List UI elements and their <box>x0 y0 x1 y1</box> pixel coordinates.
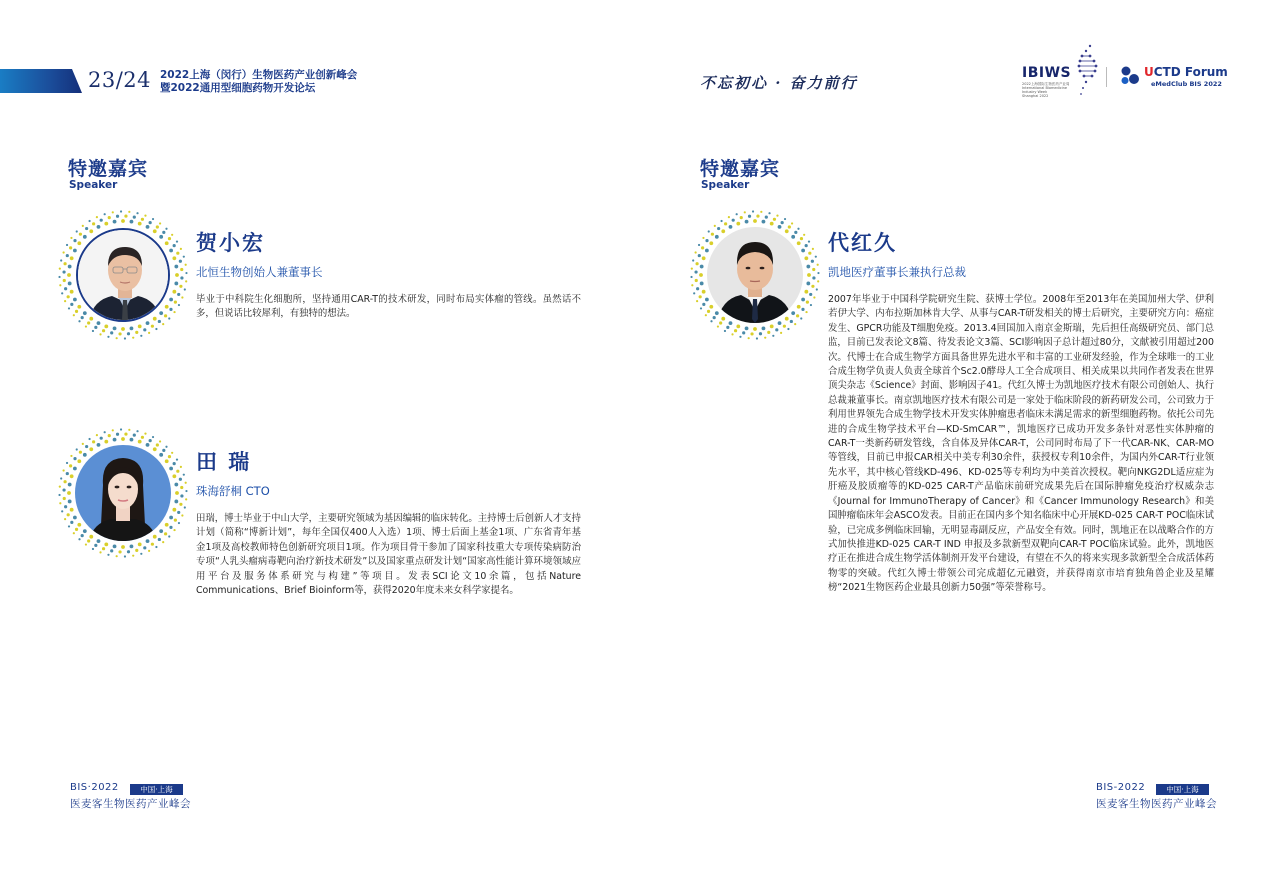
footer-brand <box>1096 782 1236 812</box>
speaker-role: 珠海舒桐 CTO <box>196 484 270 498</box>
footer-summit-name: 医麦客生物医药产业峰会 <box>70 798 191 810</box>
speaker-bio: 田瑞，博士毕业于中山大学，主要研究领域为基因编辑的临床转化。主持博士后创新人才支持计划（简称“博新计划”，每年全国仅400人入选）1项、博士后面上基金1项、广东省青年基金1项及高校教师特色创新研究项目1项。作为项目骨干参加了国家科技重大专项传染病防治专项“人乳头瘤病毒靶向治疗新技术研发”以及国家重点研发计划“国家高性能计算环境领域应用平台及服务体系研究与构建”等项目。发表SCI论文10余篇，包括Nature Communications、Brief Bioinform等，获得2020年度未来女科学家提名。 <box>196 513 581 597</box>
dna-helix-icon <box>1076 44 1102 96</box>
section-title-cn: 特邀嘉宾 <box>700 158 781 180</box>
event-title <box>160 69 357 95</box>
speaker-name: 代红久 <box>828 231 897 255</box>
speaker-avatar <box>58 428 188 558</box>
uctd-dots-icon <box>1120 66 1142 86</box>
page-number: 23/24 <box>88 68 152 92</box>
speaker-photo <box>75 445 171 541</box>
footer-bis: BIS-2022 <box>1096 782 1146 793</box>
speaker-role: 北恒生物创始人兼董事长 <box>196 265 323 279</box>
ibiws-logo-subtitle: 2022上海国际生物医药产业周 International Biomedicine Industry Week Shanghai 2022 <box>1022 82 1070 98</box>
person-portrait-icon <box>75 445 171 541</box>
footer-location-badge: 中国·上海 <box>1156 784 1209 795</box>
person-portrait-icon <box>707 227 803 323</box>
speaker-avatar <box>58 210 188 340</box>
uctd-title: UCTD Forum <box>1144 65 1228 79</box>
speaker-photo <box>76 228 170 322</box>
section-title-en: Speaker <box>69 179 118 191</box>
footer-bis: BIS·2022 <box>70 782 119 793</box>
speaker-name: 贺小宏 <box>196 231 265 255</box>
person-portrait-icon <box>78 230 170 322</box>
logo-divider <box>1106 67 1107 87</box>
speaker-name: 田 瑞 <box>196 450 252 474</box>
speaker-photo <box>707 227 803 323</box>
ibiws-logo <box>1018 44 1113 96</box>
event-title-line1: 2022上海（闵行）生物医药产业创新峰会 <box>160 69 358 81</box>
section-title-cn: 特邀嘉宾 <box>68 158 149 180</box>
speaker-avatar <box>690 210 820 340</box>
footer-summit-name: 医麦客生物医药产业峰会 <box>1096 798 1217 810</box>
uctd-forum-logo <box>1120 64 1228 88</box>
slogan: 不忘初心 · 奋力前行 <box>700 74 858 92</box>
section-title-en: Speaker <box>701 179 750 191</box>
header-accent-bar <box>0 69 82 93</box>
event-title-line2: 暨2022通用型细胞药物开发论坛 <box>160 82 316 94</box>
uctd-subtitle: eMedClub BIS 2022 <box>1151 80 1222 88</box>
speaker-role: 凯地医疗董事长兼执行总裁 <box>828 265 966 279</box>
speaker-bio: 2007年毕业于中国科学院研究生院、获博士学位。2008年至2013年在美国加州大学、伊利若伊大学、内布拉斯加林肯大学、从事与CAR-T研发相关的博士后研究，主要研究方向：癌症发生、GPCR功能及T细胞免疫。2013.4回国加入南京金斯瑞，先后担任高级研究员、部门总监，目前已发表论文8篇、待发表论文3篇、SCI影响因子总计超过80分，文献被引用超过200次。代博士在合成生物学方面具备世界先进水平和丰富的工业研发经验，作为全球唯一的工业合成生物学负责人负责全球首个Sc2.0酵母人工全合成项目、相关成果以共同作者发表在世界顶尖杂志《Science》封面、影响因子41。代红久博士为凯地医疗技术有限公司创始人、执行总裁兼董事长。南京凯地医疗技术有限公司是一家处于临床阶段的新药研发公司，公司致力于利用世界领先合成生物学技术开发实体肿瘤患者临床未满足需求的新型细胞药物。依托公司先进的合成生物学技术平台—KD-SmCAR™，凯地医疗已成功开发多条针对恶性实体肿瘤的CAR-T一类新药研发管线，含自体及异体CAR-T，公司同时布局了下一代CAR-NK、CAR-MO等管线，目前已申报CAR相关中美专利30余件，获授权专利10余件，为国内外CAR-T行业领先水平，其中核心管线KD-496、KD-025等专利均为中美首次授权。靶向NKG2DL适应症为肝癌及胶质瘤等的KD-025 CAR-T产品临床前研究成果先后在国际肿瘤免疫治疗权威杂志《Journal for ImmunoTherapy of Cancer》和《Cancer Immunology Research》和美国肿瘤临床年会ASCO发表。目前正在国内多个知名临床中心开展KD-025 CAR-T POC临床试验，已完成多例临床回输，无明显毒副反应，产品安全有效。同时，凯地正在以战略合作的方式加快推进KD-025 CAR-T IND 申报及多款新型双靶向CAR-T POC临床试验。此外，凯地医疗正在推进合成生物学活体制剂开发平台建设，有望在不久的将来实现多款新型全合成活体药物零的突破。代红久博士带领公司完成超亿元融资，并获得南京市培育独角兽企业及星耀榜“2021生物医药企业最具创新力50强”等荣誉称号。 <box>828 294 1214 594</box>
speaker-bio: 毕业于中科院生化细胞所，坚持通用CAR-T的技术研发，同时布局实体瘤的管线。虽然话不多，但说话比较犀利，有独特的想法。 <box>196 294 581 320</box>
footer-brand <box>70 782 210 812</box>
footer-location-badge: 中国·上海 <box>130 784 183 795</box>
ibiws-logo-text: IBIWS <box>1022 65 1072 81</box>
